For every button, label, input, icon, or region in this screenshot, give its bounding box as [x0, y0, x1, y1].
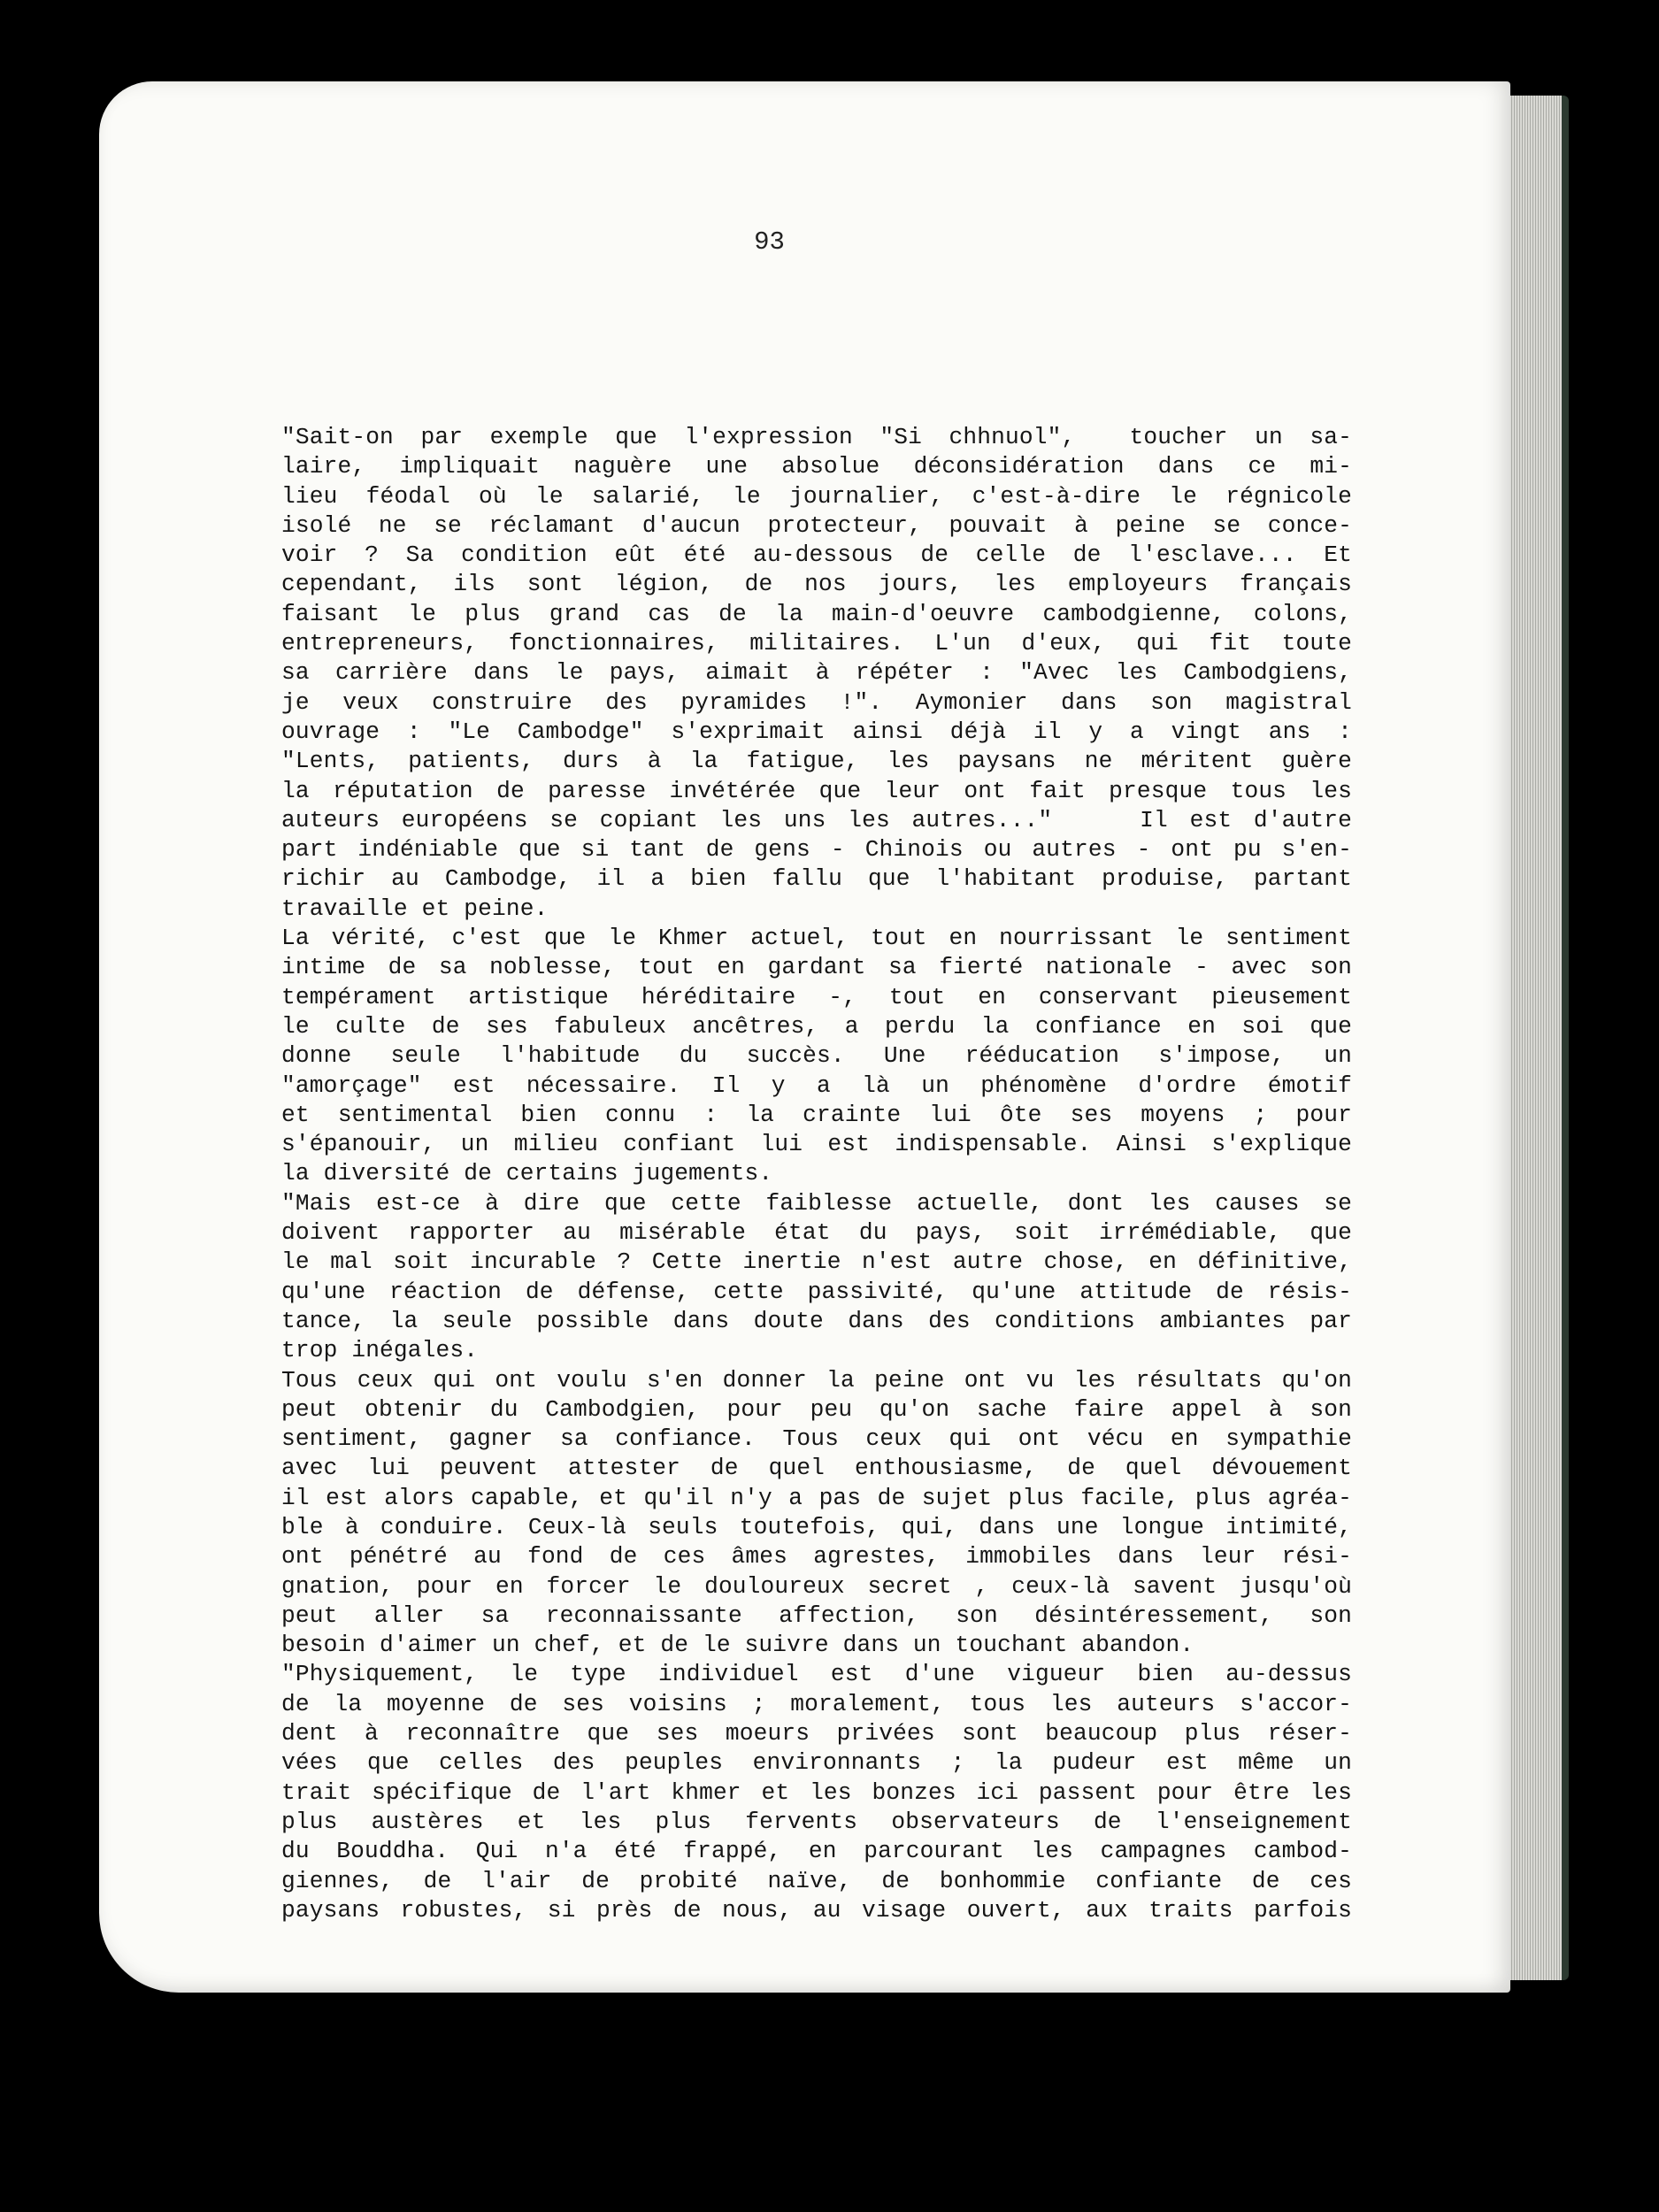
text-line: Tous ceux qui ont voulu s'en donner la peine ont vu les résultats qu'on	[281, 1366, 1352, 1394]
text-line: la diversité de certains jugements.	[281, 1160, 773, 1187]
text-line: isolé ne se réclamant d'aucun protecteur, pouvait à peine se conce-	[281, 511, 1352, 539]
text-line: lieu féodal où le salarié, le journalier, c'est-à-dire le régnicole	[281, 482, 1352, 510]
text-line: il est alors capable, et qu'il n'y a pas de sujet plus facile, plus agréa-	[281, 1484, 1352, 1511]
text-line: peut obtenir du Cambodgien, pour peu qu'on sache faire appel à son	[281, 1395, 1352, 1423]
text-line: "Lents, patients, durs à la fatigue, les paysans ne méritent guère	[281, 748, 1352, 775]
text-line: richir au Cambodge, il a bien fallu que l'habitant produise, partant	[281, 865, 1352, 893]
text-line: giennes, de l'air de probité naïve, de bonhommie confiante de ces	[281, 1867, 1352, 1894]
text-line: besoin d'aimer un chef, et de le suivre dans un touchant abandon.	[281, 1632, 1194, 1659]
text-line: ont pénétré au fond de ces âmes agrestes, immobiles dans leur rési-	[281, 1543, 1352, 1571]
body-text	[281, 423, 1352, 1925]
text-line: avec lui peuvent attester de quel enthousiasme, de quel dévouement	[281, 1455, 1352, 1482]
text-line: de la moyenne de ses voisins ; moralement, tous les auteurs s'accor-	[281, 1690, 1352, 1717]
text-line: s'épanouir, un milieu confiant lui est indispensable. Ainsi s'explique	[281, 1131, 1352, 1158]
text-line: donne seule l'habitude du succès. Une rééducation s'impose, un	[281, 1042, 1352, 1070]
text-line: "Physiquement, le type individuel est d'une vigueur bien au-dessus	[281, 1661, 1352, 1688]
text-line: ble à conduire. Ceux-là seuls toutefois, qui, dans une longue intimité,	[281, 1513, 1352, 1540]
page-number: 93	[754, 227, 785, 257]
text-line: voir ? Sa condition eût été au-dessous de celle de l'esclave... Et	[281, 541, 1352, 569]
text-line: paysans robustes, si près de nous, au visage ouvert, aux traits parfois	[281, 1896, 1352, 1924]
text-line: du Bouddha. Qui n'a été frappé, en parcourant les campagnes cambod-	[281, 1838, 1352, 1865]
text-line: trait spécifique de l'art khmer et les bonzes ici passent pour être les	[281, 1778, 1352, 1806]
text-line: intime de sa noblesse, tout en gardant sa fierté nationale - avec son	[281, 954, 1352, 981]
text-line: gnation, pour en forcer le douloureux secret , ceux-là savent jusqu'où	[281, 1572, 1352, 1600]
text-line: La vérité, c'est que le Khmer actuel, tout en nourrissant le sentiment	[281, 925, 1352, 952]
text-line: qu'une réaction de défense, cette passivité, qu'une attitude de résis-	[281, 1278, 1352, 1305]
text-line: je veux construire des pyramides !". Aymonier dans son magistral	[281, 688, 1352, 716]
text-line: plus austères et les plus fervents observateurs de l'enseignement	[281, 1808, 1352, 1835]
text-line: dent à reconnaître que ses moeurs privées sont beaucoup plus réser-	[281, 1720, 1352, 1747]
text-line: la réputation de paresse invétérée que leur ont fait presque tous les	[281, 777, 1352, 804]
text-line: le culte de ses fabuleux ancêtres, a perdu la confiance en soi que	[281, 1012, 1352, 1040]
text-line: "Sait-on par exemple que l'expression "Si chhnuol", toucher un sa-	[281, 424, 1352, 450]
text-line: part indéniable que si tant de gens - Chinois ou autres - ont pu s'en-	[281, 836, 1352, 864]
text-line: auteurs européens se copiant les uns les autres..." Il est d'autre	[281, 806, 1352, 833]
text-line: entrepreneurs, fonctionnaires, militaires. L'un d'eux, qui fit toute	[281, 630, 1352, 657]
text-line: sa carrière dans le pays, aimait à répéter : "Avec les Cambodgiens,	[281, 659, 1352, 687]
text-line: sentiment, gagner sa confiance. Tous ceux qui ont vécu en sympathie	[281, 1425, 1352, 1453]
text-line: cependant, ils sont légion, de nos jours, les employeurs français	[281, 571, 1352, 598]
text-line: tance, la seule possible dans doute dans des conditions ambiantes par	[281, 1307, 1352, 1334]
text-line: tempérament artistique héréditaire -, tout en conservant pieusement	[281, 983, 1352, 1010]
text-line: peut aller sa reconnaissante affection, son désintéressement, son	[281, 1601, 1352, 1629]
text-line: "amorçage" est nécessaire. Il y a là un phénomène d'ordre émotif	[281, 1071, 1352, 1099]
text-line: travaille et peine.	[281, 895, 549, 922]
text-line: trop inégales.	[281, 1337, 479, 1364]
text-line: et sentimental bien connu : la crainte lui ôte ses moyens ; pour	[281, 1101, 1352, 1128]
text-line: "Mais est-ce à dire que cette faiblesse actuelle, dont les causes se	[281, 1189, 1352, 1217]
text-line: ouvrage : "Le Cambodge" s'exprimait ainsi déjà il y a vingt ans :	[281, 718, 1352, 745]
text-line: faisant le plus grand cas de la main-d'oeuvre cambodgienne, colons,	[281, 600, 1352, 627]
text-line: laire, impliquait naguère une absolue déconsidération dans ce mi-	[281, 453, 1352, 480]
text-line: doivent rapporter au misérable état du pays, soit irrémédiable, que	[281, 1219, 1352, 1247]
text-line: vées que celles des peuples environnants ; la pudeur est même un	[281, 1749, 1352, 1777]
text-line: le mal soit incurable ? Cette inertie n'est autre chose, en définitive,	[281, 1248, 1352, 1276]
